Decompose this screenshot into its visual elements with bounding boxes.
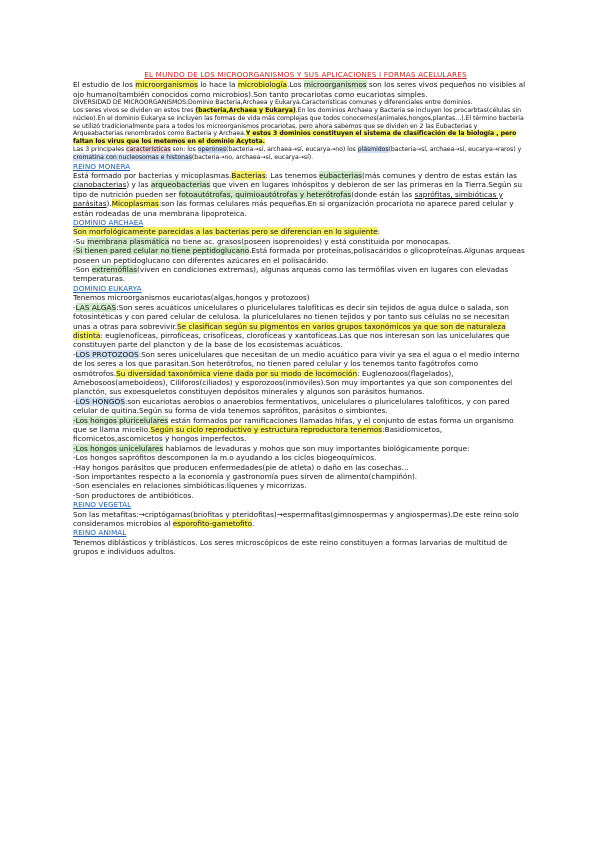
body-text: (donde están las bbox=[351, 189, 415, 199]
intro-text: lo hace la bbox=[197, 80, 238, 90]
highlight: Bacterias bbox=[231, 171, 266, 180]
highlight: microbiología bbox=[237, 80, 288, 90]
body-text: (viven en condiciones extremas), algunas arqueas como las termófilas viven en lugares con elevadas temperaturas. bbox=[73, 265, 509, 284]
highlight: -Los hongos unicelulares bbox=[73, 443, 164, 453]
diversidad-heading: DIVERSIDAD DE MICROORGANISMOS:Dominio Bacteria,Archaea y Eukarya.Características comunes y diferenciales entre dominios. bbox=[73, 99, 473, 107]
hongos-unicelulares-paragraph bbox=[73, 444, 528, 453]
highlight: Y estos 3 dominios constituyen el sistema de clasificación de la biología , pero faltan los virus que los metemos en el dominio Acytota. bbox=[73, 130, 517, 146]
caracteristicas-paragraph bbox=[73, 146, 528, 162]
highlight: esporofito-gametofito bbox=[172, 519, 252, 529]
archaea-line bbox=[73, 237, 528, 246]
list-item: -Hay hongos parásitos que producen enfermedades(pie de atleta) o daño en las cosechas… bbox=[73, 462, 409, 472]
highlight: microorganismos bbox=[135, 80, 198, 90]
section-heading-eukarya: DOMINIO EUKARYA bbox=[73, 283, 142, 293]
list-item: -Son importantes respecto a la economía y gastronomía pues sirven de alimento(champiñón). bbox=[73, 472, 418, 481]
body-text: :Son seres acuáticos unicelulares o pluricelulares talofíticas es decir sin tejidos de agua dulce o salada, son fotosintéticas y con pared celular de celulosa. la pluricelulares no tienen tejidos y por tanto sus células no se necesitan unas a otras para sobrevivir. bbox=[73, 302, 510, 331]
highlight: arqueobacterias bbox=[150, 180, 211, 190]
highlight: Micoplasmas bbox=[111, 199, 159, 209]
highlight: LOS HONGOS bbox=[75, 396, 125, 406]
section-heading-monera: REINO MONERA bbox=[73, 161, 131, 171]
body-text: Son las metafitas:→criptógamas(briofitas y pteridofitas)→espermafitas(gimnospermas y angiospermas).De este reino solo consideramos microbios al bbox=[73, 509, 519, 529]
highlight: membrana plasmática bbox=[87, 236, 170, 246]
body-text: (bacteria→sí, archaea→sí, eucarya→raros) y bbox=[388, 146, 522, 153]
highlight: -Si tienen pared celular no tiene peptidoglucano bbox=[73, 246, 250, 256]
highlight: características bbox=[126, 146, 171, 153]
highlight: LAS ALGAS bbox=[75, 302, 117, 312]
document-title: EL MUNDO DE LOS MICROORGANISMOS Y SUS APLICACIONES I FORMAS ACELULARES bbox=[144, 70, 467, 79]
archaea-line bbox=[73, 246, 528, 265]
intro-paragraph bbox=[73, 80, 528, 99]
highlight: plásmidos bbox=[357, 146, 389, 153]
body-text: están formados por ramificaciones llamadas hifas, y el conjunto de estas forma un organismo que se llama micelio. bbox=[73, 415, 514, 434]
body-text: - bbox=[73, 396, 76, 406]
highlight: operones bbox=[197, 146, 226, 153]
body-text: -Son bbox=[73, 265, 92, 275]
body-text: :Basidiomicetos, ficomicetos,ascomicetos y hongos imperfectos. bbox=[73, 424, 443, 444]
list-item: -Son productores de antibióticos. bbox=[73, 490, 194, 500]
highlight: Su diversidad taxonómica viene dada por su modo de locomoción bbox=[116, 368, 358, 378]
highlight: Según su ciclo reproductivo y estructura reproductora tenemos bbox=[150, 424, 383, 434]
vegetal-paragraph bbox=[73, 510, 528, 529]
body-text: ) y las bbox=[126, 180, 151, 190]
body-text: : Euglenozoos(flagelados), Amebosoos(ameboideos), Ciliforos(ciliados) y esporozoos(inmóviles).Son muy importantes ya que son componentes del planctón, sus exoesqueletos constituyen depósitos minerales y algunos son parásitos humanos. bbox=[73, 368, 513, 397]
body-text: : bbox=[377, 227, 381, 237]
archaea-line bbox=[73, 265, 528, 284]
body-text: (bacteria→no, archaea→sí, eucarya→sí). bbox=[191, 153, 314, 161]
body-text: Los seres vivos se dividen en estos tres bbox=[73, 107, 196, 115]
body-text: : Las tenemos bbox=[265, 171, 320, 180]
animal-paragraph: Tenemos diblásticos y triblásticos. Los seres microscópicos de este reino constituyen a formas larvarias de multitud de grupos e individuos adultos. bbox=[73, 537, 508, 557]
highlight: eubacterias bbox=[319, 171, 362, 180]
intro-text: .Los bbox=[287, 80, 304, 90]
body-text: . bbox=[251, 519, 255, 529]
intro-text: El estudio de los bbox=[73, 80, 136, 90]
hongos-pluricelulares-paragraph bbox=[73, 416, 528, 444]
diversidad-paragraph bbox=[73, 107, 528, 146]
body-text: - bbox=[73, 349, 76, 359]
highlight: cromatina con nucleosomas e histonas bbox=[73, 153, 192, 161]
highlight: Se clasifican según su pigmentos en varios grupos taxonómicos ya que son de naturaleza distinta bbox=[73, 321, 506, 340]
body-text: .Está formada por proteínas,polisacáridos o glicoproteínas.Algunas arqueas poseen un peptidoglucano con diferentes azúcares en el polisacárido. bbox=[73, 246, 525, 265]
body-text: (más comunes y dentro de estas están las bbox=[361, 171, 517, 180]
intro-text: son los seres vivos pequeños no visibles al ojo humano(también conocidos como microbios).Son tanto procariotas como eucariotas simples. bbox=[73, 80, 526, 99]
highlight: (bacteria,Archaea y Eukarya) bbox=[195, 107, 296, 115]
list-item: -Son esenciales en relaciones simbióticas:líquenes y micorrizas. bbox=[73, 481, 307, 491]
archaea-line bbox=[73, 227, 528, 236]
highlight: microorganismos bbox=[303, 80, 367, 90]
body-text: : euglenofíceas, pirrofíceas, crisofíceas, clorofíceas y xantofíceas.Las que nos interesan son las unicelulares que constituyen parte del plancton y de la base de los ecosistemas acuáticos. bbox=[73, 330, 510, 350]
body-text: (bacteria→sí, archaea→sí, eucarya→no) los bbox=[226, 146, 358, 153]
body-text: Las 3 principales bbox=[73, 146, 127, 153]
eukarya-intro: Tenemos microorganismos eucariotas(algas,hongos y protozoos) bbox=[73, 293, 310, 303]
section-heading-archaea: DOMINIO ARCHAEA bbox=[73, 218, 144, 228]
highlight: fotoautótrofas, quimioautótrofas y heterótrofas bbox=[178, 189, 352, 199]
monera-paragraph bbox=[73, 171, 528, 218]
section-heading-animal: REINO ANIMAL bbox=[73, 528, 127, 538]
highlight: Son morfológicamente parecidas a las bacterias pero se diferencian en lo siguiente bbox=[73, 227, 378, 237]
underlined-term: cianobacterias bbox=[73, 180, 127, 190]
document-body bbox=[73, 70, 528, 557]
body-text: .En los dominios Archaea y Bacteria se incluyen los procarbtas(células sin núcleo).En el dominio Eukarya se incluyen las formas de vida más complejas que todos conocemos(animales,hongos,plantas…).El término bacteria se utilizó tradicionalmente para a todos los microorganismos procariotas, pero ahora sabemos que se dividen en 2 las Eubacterias y Arqueabacterias renombrados como Bacteria y Archaea. bbox=[73, 107, 524, 138]
highlight: extremófilas bbox=[91, 265, 138, 275]
highlight: LOS PROTOZOOS bbox=[75, 349, 139, 359]
algas-paragraph bbox=[73, 303, 528, 350]
underlined-term: saprófitas, simbióticas y parásitas bbox=[73, 189, 503, 209]
body-text: Está formado por bacterias y micoplasmas. bbox=[73, 171, 232, 180]
list-item: -Los hongos saprófitos descomponen la m.o ayudando a los ciclos biogeoquímicos. bbox=[73, 453, 377, 463]
body-text: ). bbox=[106, 199, 112, 209]
body-text: hablamos de levaduras y mohos que son muy importantes biológicamente porque: bbox=[163, 443, 470, 453]
section-heading-vegetal: REINO VEGETAL bbox=[73, 500, 132, 510]
protozoos-paragraph bbox=[73, 350, 528, 397]
body-text: que viven en lugares inhóspitos y debieron de ser las primeras en la Tierra.Según su tipo de nutrición pueden ser bbox=[73, 180, 522, 199]
body-text: son: los bbox=[170, 146, 198, 153]
hongos-paragraph bbox=[73, 397, 528, 416]
body-text: :son las formas celulares más pequeñas.En si organización procariota no aparece pared celular y están rodeadas de una membrana lipoproteica. bbox=[73, 199, 514, 218]
body-text: :Son seres unicelulares que necesitan de un medio acuático para vivir ya sea el agua o el medio interno de los seres a los que parasitan.Son heterótrofos, no tienen pared celular y los tenemos tanto fagótrofos como osmótrofos. bbox=[73, 349, 520, 378]
highlight: -Los hongos pluricelulares bbox=[73, 415, 169, 425]
body-text: - bbox=[73, 302, 76, 312]
body-text: -Su bbox=[73, 236, 88, 246]
body-text: no tiene ac. grasos(poseen isoprenoides) y está constituida por monocapas. bbox=[169, 236, 451, 246]
body-text: :son eucariotas aerobios o anaerobios fermentativos, unicelulares o pluricelulares talofíticos, y con pared celular de quitina.Según su forma de vida tenemos saprófitos, parásitos o simbiontes. bbox=[73, 396, 510, 416]
